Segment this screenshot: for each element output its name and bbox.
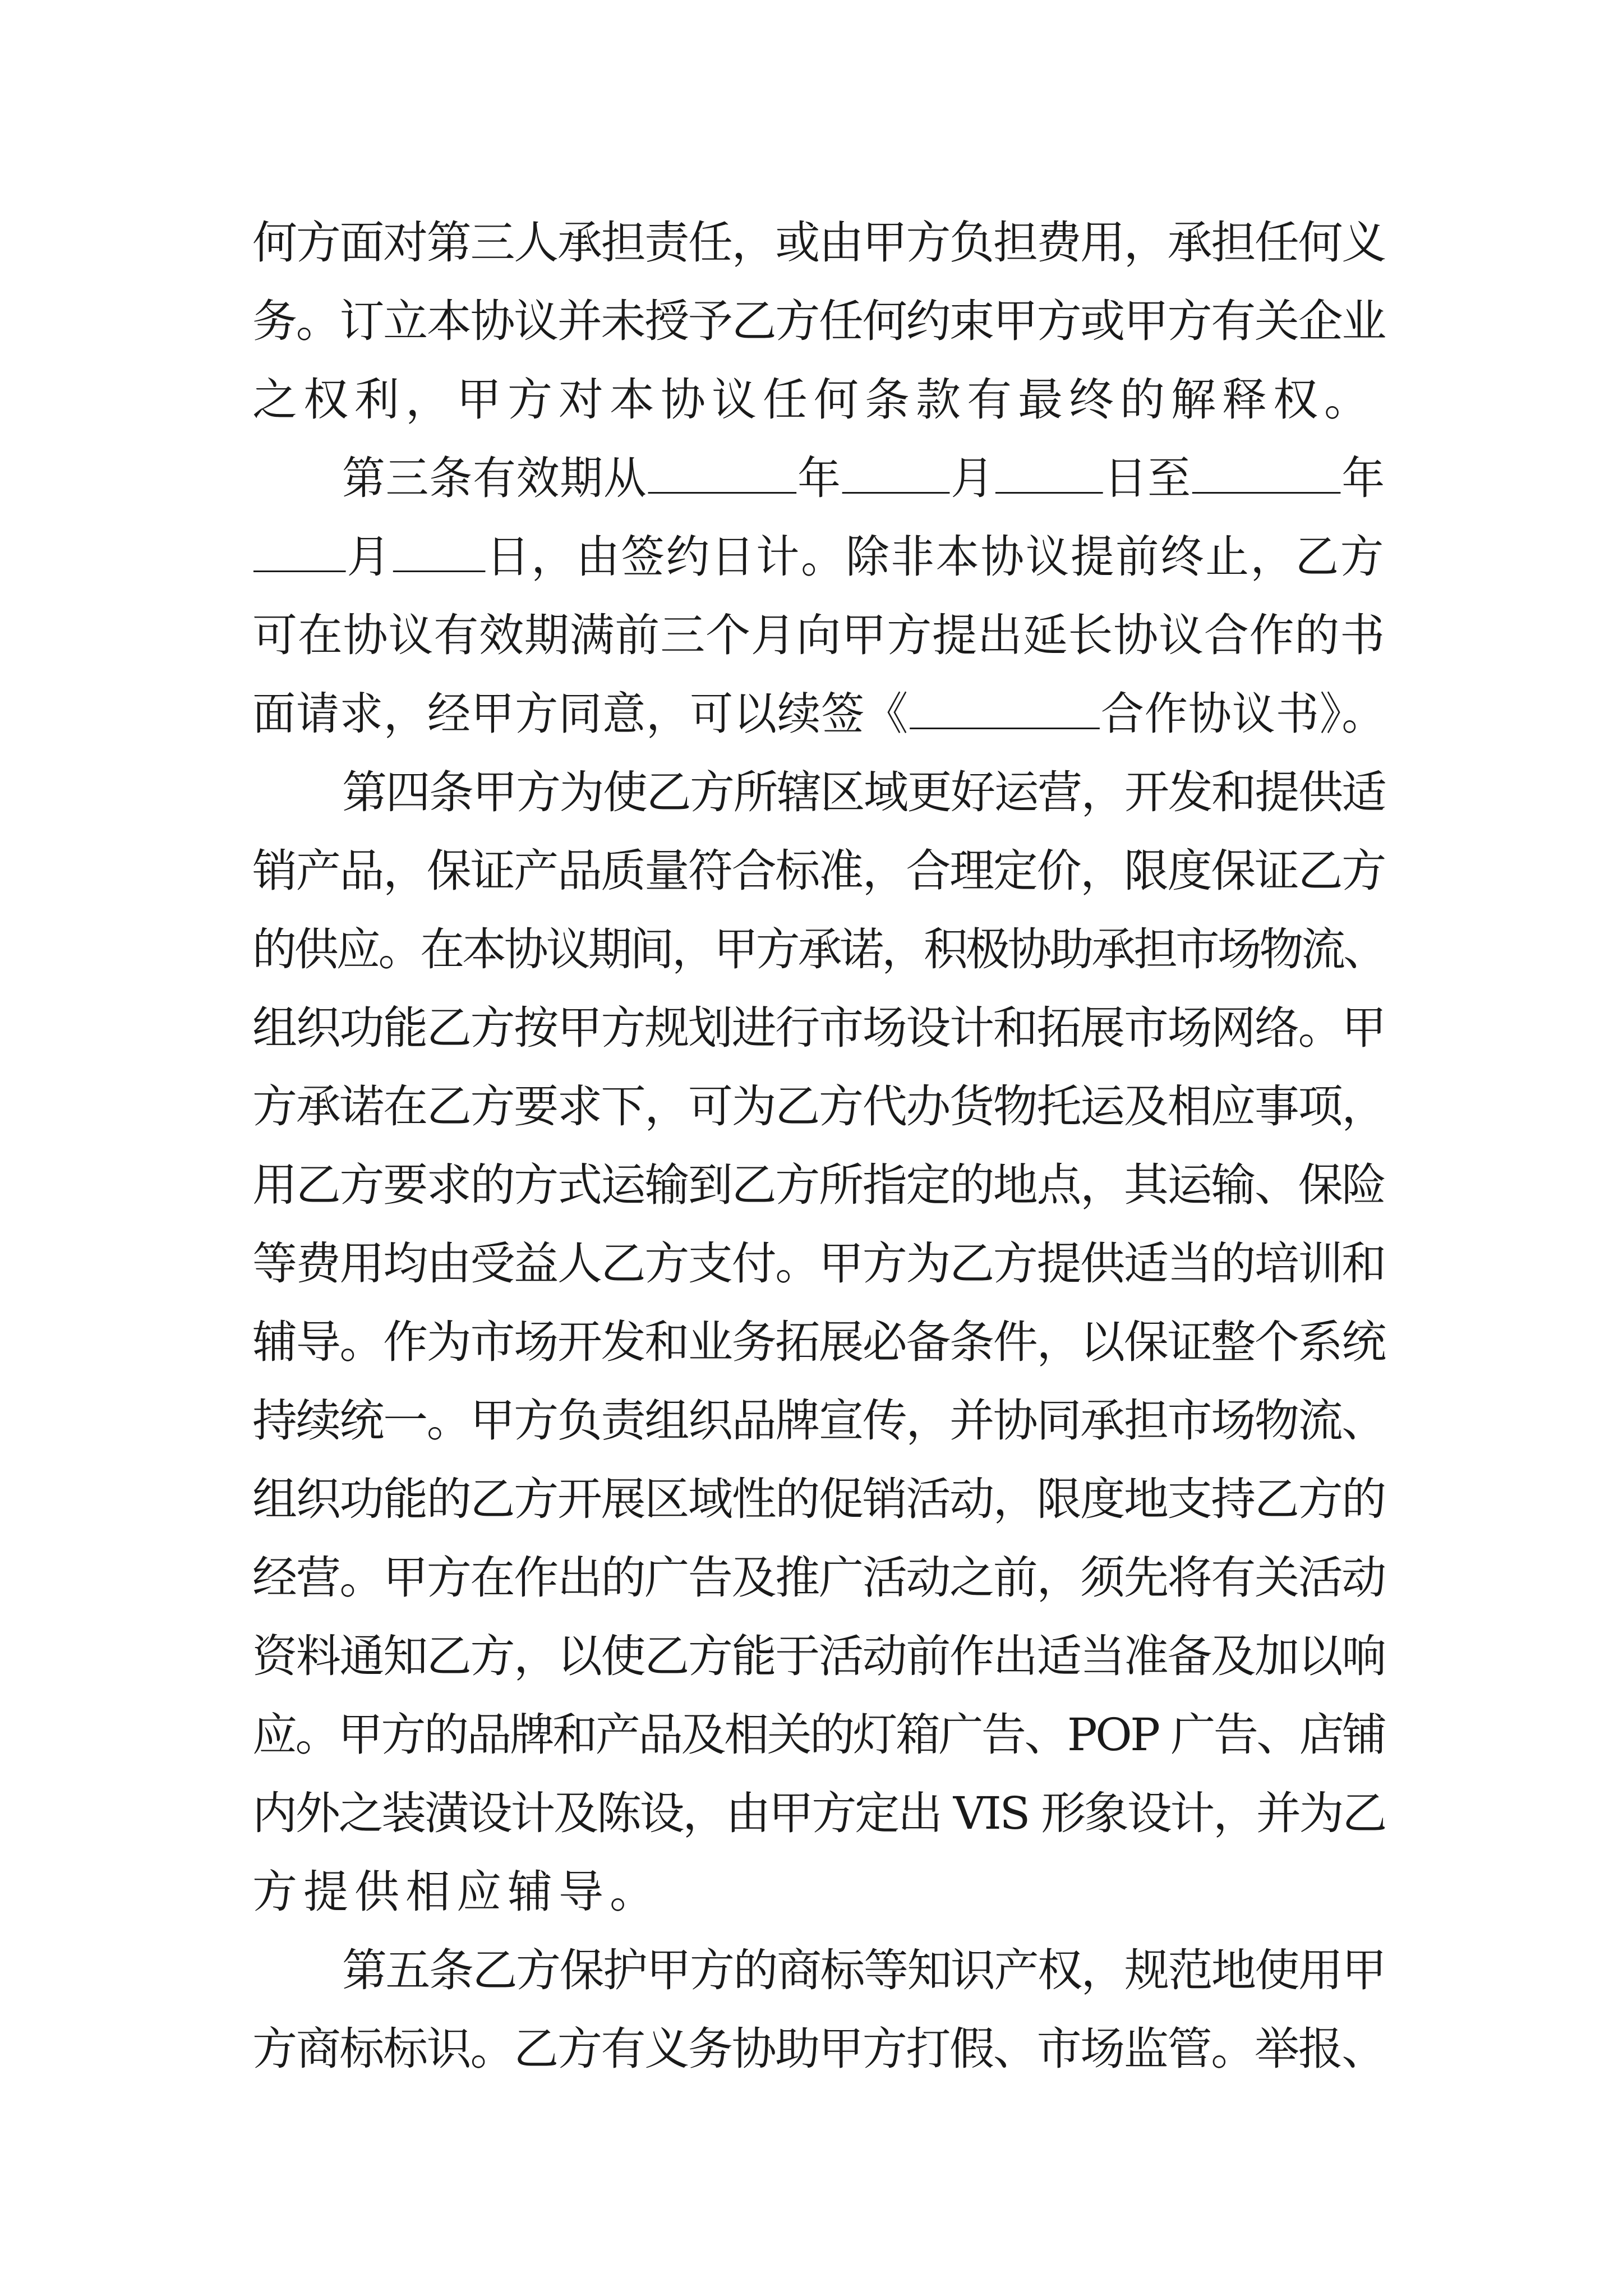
text-line: 之权利，甲方对本协议任何条款有最终的解释权。 [252, 374, 1375, 426]
day-blank [995, 452, 1103, 494]
text-line: 方提供相应辅导。 [252, 1866, 661, 1918]
text-line: 组织功能乙方按甲方规划进行市场设计和拓展市场网络。甲 [252, 1002, 1385, 1054]
agreement-name-blank [910, 687, 1100, 729]
text-line: 应。甲方的品牌和产品及相关的灯箱广告、POP 广告、店铺 [252, 1709, 1385, 1761]
text-line: 何方面对第三人承担责任，或由甲方负担费用，承担任何义 [252, 217, 1385, 269]
text-segment: 合作协议书》。 [1100, 688, 1386, 740]
article-3-line-4 [252, 686, 1385, 742]
article-3-line-2 [252, 529, 1385, 585]
text-segment: 年 [797, 452, 841, 504]
article-3-line-1 [342, 450, 1385, 507]
text-segment: 年 [1341, 452, 1385, 504]
month-blank [842, 452, 950, 494]
text-segment: 月 [951, 452, 994, 504]
text-line: 第四条甲方为使乙方所辖区域更好运营，开发和提供适 [342, 766, 1385, 818]
text-segment: 面请求，经甲方同意，可以续签《 [252, 688, 909, 740]
month-blank [253, 530, 346, 572]
text-line: 内外之装潢设计及陈设，由甲方定出 VIS 形象设计，并为乙 [252, 1787, 1386, 1839]
text-line: 第五条乙方保护甲方的商标等知识产权，规范地使用甲 [342, 1944, 1385, 1996]
text-segment: 第三条有效期从 [342, 452, 647, 504]
text-line: 方承诺在乙方要求下，可为乙方代办货物托运及相应事项， [252, 1080, 1385, 1133]
text-line: 销产品，保证产品质量符合标准，合理定价，限度保证乙方 [252, 845, 1385, 897]
year-blank [1192, 452, 1341, 494]
text-line: 经营。甲方在作出的广告及推广活动之前，须先将有关活动 [252, 1552, 1385, 1604]
text-line: 等费用均由受益人乙方支付。甲方为乙方提供适当的培训和 [252, 1237, 1385, 1290]
text-segment: 日，由签约日计。除非本协议提前终止，乙方 [486, 531, 1385, 583]
day-blank [393, 530, 486, 572]
text-segment: 月 [347, 531, 392, 583]
text-line: 方商标标识。乙方有义务协助甲方打假、市场监管。举报、 [252, 2023, 1385, 2075]
text-line: 持续统一。甲方负责组织品牌宣传，并协同承担市场物流、 [252, 1395, 1385, 1447]
text-segment: 日至 [1104, 452, 1191, 504]
text-line: 资料通知乙方，以使乙方能于活动前作出适当准备及加以响 [252, 1630, 1385, 1682]
text-line: 可在协议有效期满前三个月向甲方提出延长协议合作的书 [252, 609, 1385, 661]
text-line: 务。订立本协议并未授予乙方任何约束甲方或甲方有关企业 [252, 295, 1385, 347]
text-line: 的供应。在本协议期间，甲方承诺，积极协助承担市场物流、 [252, 923, 1385, 976]
text-line: 组织功能的乙方开展区域性的促销活动，限度地支持乙方的 [252, 1473, 1385, 1525]
year-blank [648, 452, 797, 494]
text-line: 辅导。作为市场开发和业务拓展必备条件，以保证整个系统 [252, 1316, 1385, 1368]
text-line: 用乙方要求的方式运输到乙方所指定的地点，其运输、保险 [252, 1159, 1385, 1211]
